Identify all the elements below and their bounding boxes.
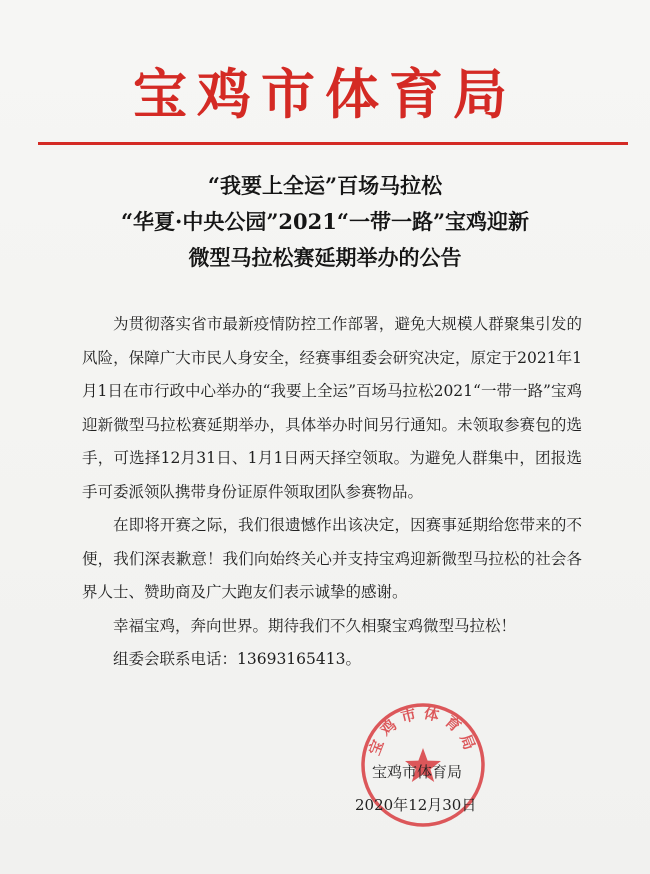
notice-body (82, 308, 582, 677)
letterhead-title: 宝鸡市体育局 (133, 62, 517, 126)
paragraph-2: 在即将开赛之际，我们很遗憾作出该决定，因赛事延期给您带来的不便，我们深表歉意！我们向始终关心并支持宝鸡迎新微型马拉松的社会各界人士、赞助商及广大跑友们表示诚挚的感谢。 (82, 516, 582, 601)
notice-title-line-1: “我要上全运”百场马拉松 (207, 173, 443, 198)
notice-title-line-3: 微型马拉松赛延期举办的公告 (188, 245, 462, 270)
paragraph-1: 为贯彻落实省市最新疫情防控工作部署，避免大规模人群聚集引发的风险，保障广大市民人身安全，经赛事组委会研究决定，原定于2021年1月1日在市行政中心举办的“我要上全运”百场马拉松2021“一带一路”宝鸡迎新微型马拉松赛延期举办，具体举办时间另行通知。未领取参赛包的选手，可选择12月31日、1月1日两天择空领取。为避免人群集中，团报选手可委派领队携带身份证原件领取团队参赛物品。 (82, 315, 582, 501)
letterhead-red-rule (38, 142, 628, 145)
paragraph-4-contact-phone: 组委会联系电话：13693165413。 (113, 650, 361, 668)
notice-title-line-2: “华夏·中央公园”2021“一带一路”宝鸡迎新 (120, 209, 530, 234)
paragraph-3: 幸福宝鸡，奔向世界。期待我们不久相聚宝鸡微型马拉松！ (113, 616, 517, 635)
notice-title (0, 168, 650, 276)
seal-arc-text: 宝鸡市体育局 (365, 703, 481, 758)
signature-date: 2020年12月30日 (355, 796, 477, 814)
signature-organization: 宝鸡市体育局 (372, 763, 463, 781)
